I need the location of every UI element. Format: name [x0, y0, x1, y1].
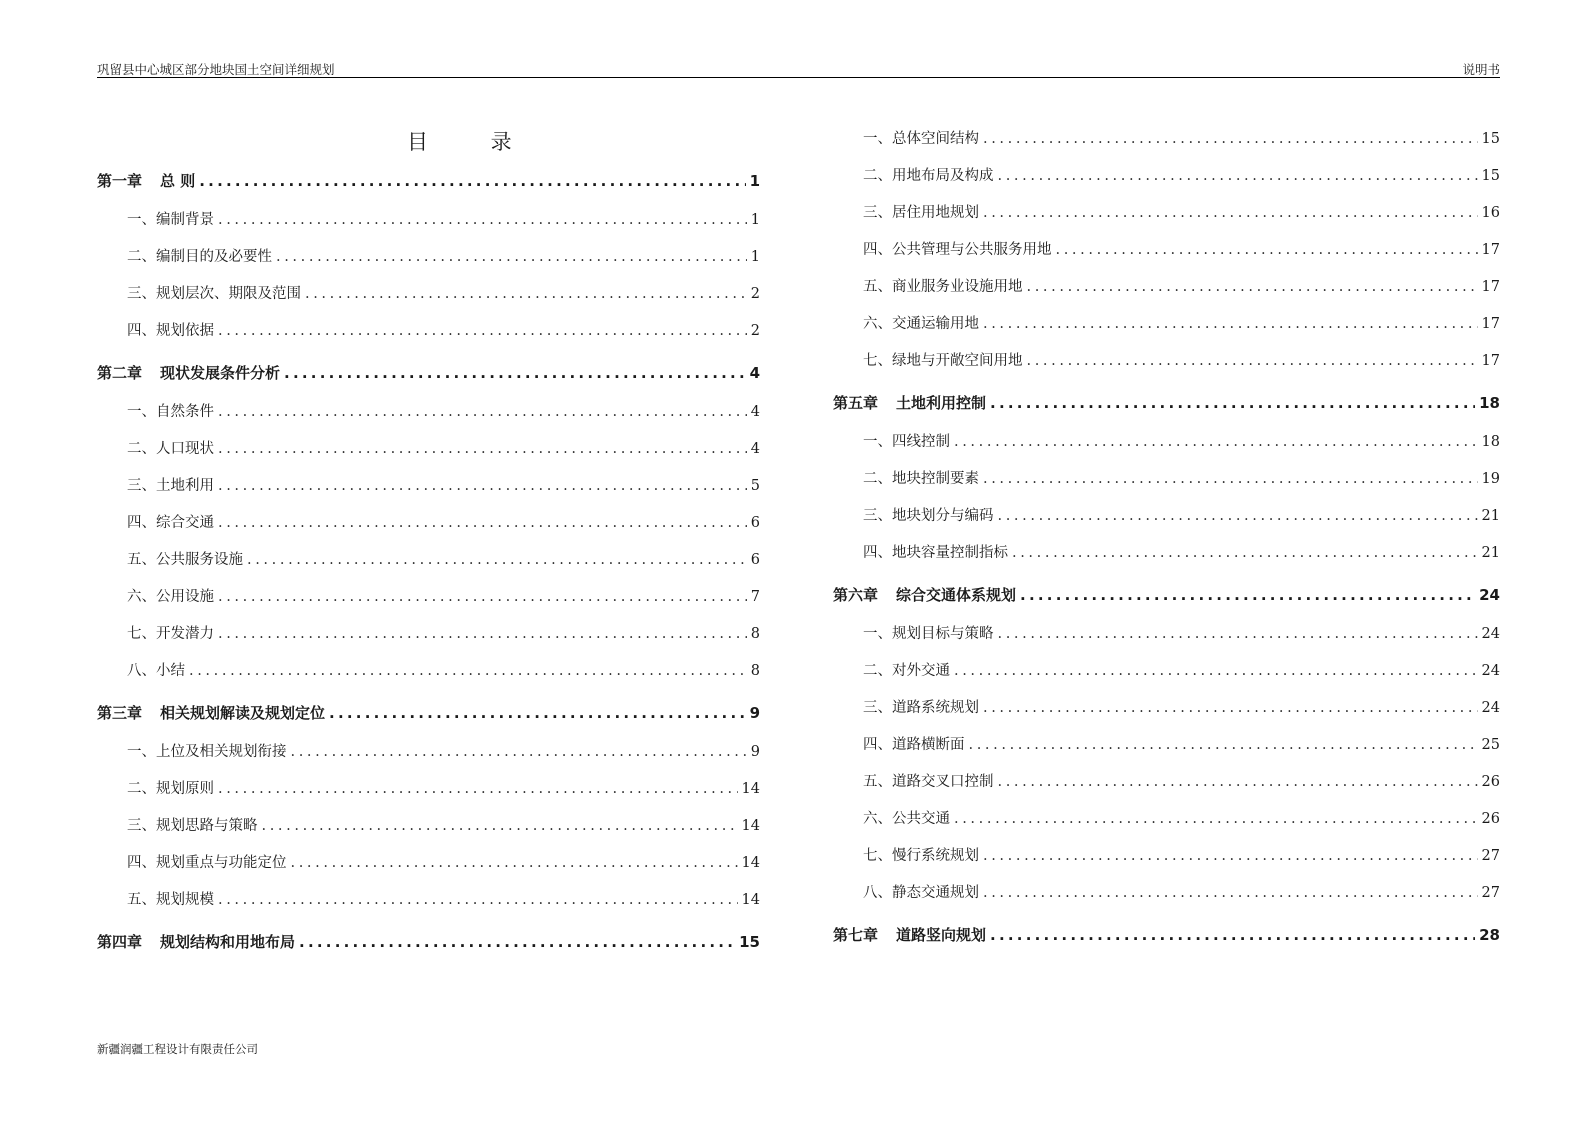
dot-leader [983, 316, 1478, 332]
section-title: 二、规划原则 [127, 781, 214, 797]
toc-chapter-entry[interactable] [97, 362, 760, 393]
page-number: 4 [750, 404, 760, 420]
section-title: 一、编制背景 [127, 212, 214, 228]
section-title: 四、综合交通 [127, 515, 214, 531]
header-rule [97, 77, 1500, 78]
section-title: 二、编制目的及必要性 [127, 249, 272, 265]
dot-leader [305, 286, 747, 302]
chapter-title: 相关规划解读及规划定位 [160, 704, 326, 722]
toc-chapter-entry[interactable] [833, 392, 1500, 423]
section-title: 八、静态交通规划 [863, 885, 979, 901]
chapter-number: 第一章 [97, 172, 143, 190]
page-number: 27 [1481, 885, 1500, 901]
toc-section-entry[interactable] [97, 888, 760, 925]
page-number: 4 [749, 364, 760, 382]
toc-section-entry[interactable] [833, 201, 1500, 238]
toc-section-entry[interactable] [833, 881, 1500, 918]
section-title: 三、道路系统规划 [863, 700, 979, 716]
toc-section-entry[interactable] [97, 777, 760, 814]
section-title: 二、地块控制要素 [863, 471, 979, 487]
dot-leader [218, 626, 747, 642]
dot-leader [954, 811, 1478, 827]
section-title: 四、规划重点与功能定位 [127, 855, 287, 871]
section-title: 三、土地利用 [127, 478, 214, 494]
toc-section-entry[interactable] [97, 319, 760, 356]
page-number: 26 [1481, 811, 1500, 827]
section-title: 六、交通运输用地 [863, 316, 979, 332]
toc-section-entry[interactable] [97, 474, 760, 511]
page-number: 21 [1481, 545, 1500, 561]
toc-chapter-entry[interactable] [97, 931, 760, 962]
toc-right-column [833, 127, 1500, 962]
page-number: 1 [749, 172, 760, 190]
chapter-title: 总 则 [160, 172, 196, 190]
dot-leader [983, 700, 1478, 716]
dot-leader [218, 441, 747, 457]
page-number: 24 [1479, 586, 1500, 604]
toc-section-entry[interactable] [97, 814, 760, 851]
dot-leader [983, 471, 1478, 487]
toc-section-entry[interactable] [833, 770, 1500, 807]
page-number: 28 [1479, 926, 1500, 944]
page-number: 6 [750, 515, 760, 531]
toc-section-entry[interactable] [833, 127, 1500, 164]
dot-leader [990, 926, 1475, 944]
toc-section-entry[interactable] [97, 740, 760, 777]
toc-section-entry[interactable] [833, 467, 1500, 504]
chapter-number: 第二章 [97, 364, 143, 382]
toc-section-entry[interactable] [833, 238, 1500, 275]
chapter-title: 综合交通体系规划 [896, 586, 1017, 604]
toc-section-entry[interactable] [833, 541, 1500, 578]
page-number: 24 [1481, 700, 1500, 716]
page-number: 17 [1481, 316, 1500, 332]
dot-leader [218, 404, 747, 420]
chapter-number: 第四章 [97, 933, 143, 951]
page-number: 9 [750, 744, 760, 760]
page-number: 15 [1481, 131, 1500, 147]
chapter-number: 第三章 [97, 704, 143, 722]
toc-section-entry[interactable] [833, 275, 1500, 312]
page-number: 8 [750, 663, 760, 679]
header-document-type: 说明书 [1462, 62, 1500, 77]
dot-leader [954, 434, 1478, 450]
page-number: 4 [750, 441, 760, 457]
page-number: 14 [741, 781, 760, 797]
page-number: 14 [741, 818, 760, 834]
page-number: 18 [1481, 434, 1500, 450]
chapter-title: 规划结构和用地布局 [160, 933, 296, 951]
page-number: 14 [741, 892, 760, 908]
toc-chapter-entry[interactable] [97, 702, 760, 733]
dot-leader [218, 892, 738, 908]
chapter-number: 第七章 [833, 926, 879, 944]
toc-section-entry[interactable] [97, 548, 760, 585]
section-title: 三、居住用地规划 [863, 205, 979, 221]
dot-leader [218, 478, 747, 494]
section-title: 七、开发潜力 [127, 626, 214, 642]
page-number: 5 [750, 478, 760, 494]
toc-section-entry[interactable] [833, 807, 1500, 844]
dot-leader [262, 818, 738, 834]
dot-leader [998, 626, 1478, 642]
dot-leader [983, 848, 1478, 864]
dot-leader [218, 589, 747, 605]
page-number: 19 [1481, 471, 1500, 487]
section-title: 四、道路横断面 [863, 737, 965, 753]
chapter-title: 现状发展条件分析 [160, 364, 281, 382]
page-number: 27 [1481, 848, 1500, 864]
dot-leader [1012, 545, 1478, 561]
toc-section-entry[interactable] [97, 511, 760, 548]
page-number: 9 [749, 704, 760, 722]
page-number: 15 [1481, 168, 1500, 184]
header-document-title: 巩留县中心城区部分地块国土空间详细规划 [97, 62, 335, 77]
toc-section-entry[interactable] [833, 504, 1500, 541]
section-title: 六、公共交通 [863, 811, 950, 827]
section-title: 五、商业服务业设施用地 [863, 279, 1023, 295]
section-title: 七、慢行系统规划 [863, 848, 979, 864]
dot-leader [276, 249, 747, 265]
dot-leader [990, 394, 1475, 412]
section-title: 四、规划依据 [127, 323, 214, 339]
dot-leader [983, 205, 1478, 221]
dot-leader [218, 212, 747, 228]
dot-leader [199, 172, 745, 190]
section-title: 一、规划目标与策略 [863, 626, 994, 642]
toc-section-entry[interactable] [833, 312, 1500, 349]
toc-section-entry[interactable] [97, 585, 760, 622]
toc-chapter-entry[interactable] [833, 584, 1500, 615]
section-title: 一、自然条件 [127, 404, 214, 420]
dot-leader [189, 663, 747, 679]
page-number: 17 [1481, 353, 1500, 369]
dot-leader [1020, 586, 1475, 604]
page-number: 24 [1481, 663, 1500, 679]
page-number: 1 [750, 249, 760, 265]
section-title: 五、公共服务设施 [127, 552, 243, 568]
toc-section-entry[interactable] [97, 245, 760, 282]
page-number: 21 [1481, 508, 1500, 524]
toc-section-entry[interactable] [833, 696, 1500, 733]
toc-chapter-entry[interactable] [833, 924, 1500, 955]
footer-company: 新疆润疆工程设计有限责任公司 [97, 1042, 258, 1056]
page-number: 14 [741, 855, 760, 871]
toc-section-entry[interactable] [97, 400, 760, 437]
toc-section-entry[interactable] [97, 851, 760, 888]
dot-leader [329, 704, 746, 722]
toc-section-entry[interactable] [833, 659, 1500, 696]
dot-leader [299, 933, 735, 951]
toc-left-column [97, 170, 760, 969]
page-number: 26 [1481, 774, 1500, 790]
section-title: 三、规划思路与策略 [127, 818, 258, 834]
section-title: 二、对外交通 [863, 663, 950, 679]
dot-leader [969, 737, 1478, 753]
dot-leader [291, 855, 738, 871]
dot-leader [1056, 242, 1478, 258]
dot-leader [1027, 279, 1478, 295]
section-title: 六、公用设施 [127, 589, 214, 605]
dot-leader [218, 781, 738, 797]
toc-chapter-entry[interactable] [97, 170, 760, 201]
page-number: 8 [750, 626, 760, 642]
toc-section-entry[interactable] [97, 208, 760, 245]
page-number: 15 [739, 933, 760, 951]
dot-leader [284, 364, 746, 382]
page-number: 17 [1481, 279, 1500, 295]
toc-section-entry[interactable] [833, 622, 1500, 659]
section-title: 二、用地布局及构成 [863, 168, 994, 184]
toc-title: 目 录 [407, 130, 540, 154]
page-number: 7 [750, 589, 760, 605]
toc-section-entry[interactable] [97, 282, 760, 319]
page-number: 6 [750, 552, 760, 568]
page-number: 18 [1479, 394, 1500, 412]
section-title: 四、公共管理与公共服务用地 [863, 242, 1052, 258]
dot-leader [983, 885, 1478, 901]
dot-leader [218, 515, 747, 531]
section-title: 五、规划规模 [127, 892, 214, 908]
section-title: 四、地块容量控制指标 [863, 545, 1008, 561]
page-number: 1 [750, 212, 760, 228]
dot-leader [998, 774, 1478, 790]
section-title: 一、四线控制 [863, 434, 950, 450]
dot-leader [998, 508, 1478, 524]
section-title: 一、总体空间结构 [863, 131, 979, 147]
toc-section-entry[interactable] [833, 430, 1500, 467]
dot-leader [218, 323, 747, 339]
section-title: 五、道路交叉口控制 [863, 774, 994, 790]
section-title: 二、人口现状 [127, 441, 214, 457]
dot-leader [983, 131, 1478, 147]
toc-section-entry[interactable] [97, 437, 760, 474]
dot-leader [998, 168, 1478, 184]
page-number: 24 [1481, 626, 1500, 642]
toc-section-entry[interactable] [833, 844, 1500, 881]
chapter-number: 第六章 [833, 586, 879, 604]
section-title: 三、规划层次、期限及范围 [127, 286, 301, 302]
page-number: 25 [1481, 737, 1500, 753]
dot-leader [247, 552, 747, 568]
section-title: 三、地块划分与编码 [863, 508, 994, 524]
page-number: 17 [1481, 242, 1500, 258]
chapter-title: 土地利用控制 [896, 394, 987, 412]
toc-section-entry[interactable] [833, 164, 1500, 201]
dot-leader [954, 663, 1478, 679]
toc-section-entry[interactable] [97, 622, 760, 659]
page-number: 2 [750, 286, 760, 302]
toc-section-entry[interactable] [833, 733, 1500, 770]
toc-section-entry[interactable] [97, 659, 760, 696]
chapter-title: 道路竖向规划 [896, 926, 987, 944]
dot-leader [291, 744, 747, 760]
page-number: 16 [1481, 205, 1500, 221]
section-title: 七、绿地与开敞空间用地 [863, 353, 1023, 369]
toc-section-entry[interactable] [833, 349, 1500, 386]
chapter-number: 第五章 [833, 394, 879, 412]
section-title: 八、小结 [127, 663, 185, 679]
dot-leader [1027, 353, 1478, 369]
page-number: 2 [750, 323, 760, 339]
section-title: 一、上位及相关规划衔接 [127, 744, 287, 760]
